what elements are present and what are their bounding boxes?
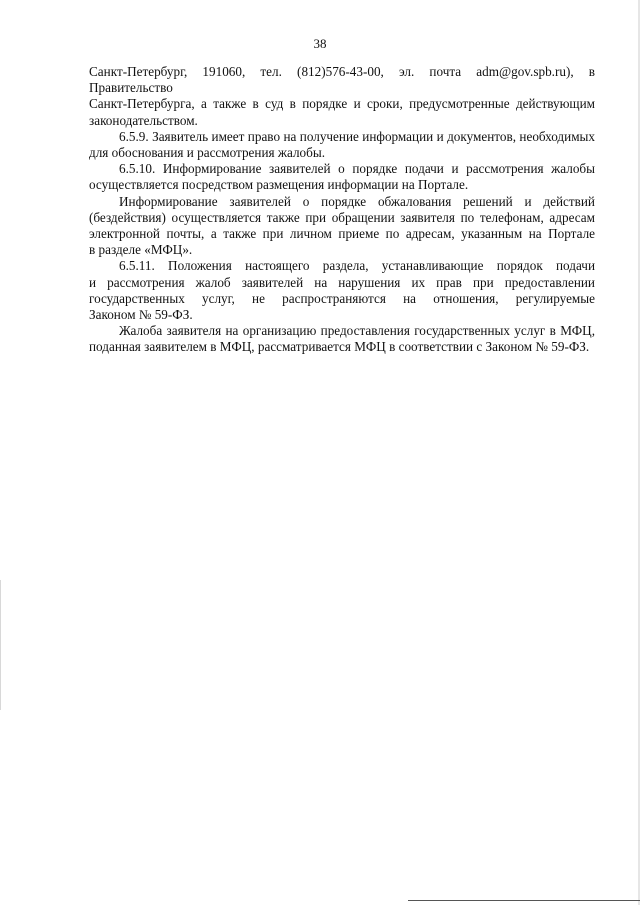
text-line: для обоснования и рассмотрения жалобы. [89, 145, 326, 161]
text-line: 6.5.10. Информирование заявителей о порядке подачи и рассмотрения жалобы [119, 161, 595, 177]
paragraph-6-5-10 [89, 161, 595, 193]
text-line: государственных услуг, не распространяются на отношения, регулируемые [89, 290, 595, 306]
page-number: 38 [313, 36, 327, 51]
paragraph-complaint-mfc [89, 323, 595, 355]
text-line: 6.5.11. Положения настоящего раздела, устанавливающие порядок подачи [119, 258, 595, 274]
text-line: (бездействия) осуществляется также при обращении заявителя по телефонам, адресам [89, 209, 595, 225]
paragraph-informing-applicants [89, 194, 595, 259]
text-line: и рассмотрения жалоб заявителей на нарушения их прав при предоставлении [89, 274, 595, 290]
paragraph-6-5-9 [89, 129, 595, 161]
text-line: 6.5.9. Заявитель имеет право на получение информации и документов, необходимых [119, 128, 595, 144]
text-line: в разделе «МФЦ». [89, 242, 193, 258]
document-body [89, 64, 595, 356]
text-line: поданная заявителем в МФЦ, рассматривается МФЦ в соответствии с Законом № 59-ФЗ. [89, 339, 590, 355]
text-line: Санкт-Петербурга, а также в суд в порядке и сроки, предусмотренные действующим [89, 96, 595, 112]
paragraph-continuation-appeal-address [89, 64, 595, 129]
text-line: осуществляется посредством размещения информации на Портале. [89, 177, 469, 193]
footer-rule [408, 900, 640, 901]
paragraph-6-5-11 [89, 258, 595, 323]
text-line: законодательством. [89, 112, 198, 128]
scan-edge-mark [0, 580, 1, 710]
text-line: Санкт-Петербург, 191060, тел. (812)576-43-00, эл. почта adm@gov.spb.ru), в Правительство [89, 64, 595, 96]
text-line: электронной почты, а также при личном приеме по адресам, указанным на Портале [89, 226, 595, 242]
text-line: Информирование заявителей о порядке обжалования решений и действий [119, 193, 595, 209]
text-line: Жалоба заявителя на организацию предоставления государственных услуг в МФЦ, [119, 323, 595, 339]
text-line: Законом № 59-ФЗ. [89, 307, 193, 323]
